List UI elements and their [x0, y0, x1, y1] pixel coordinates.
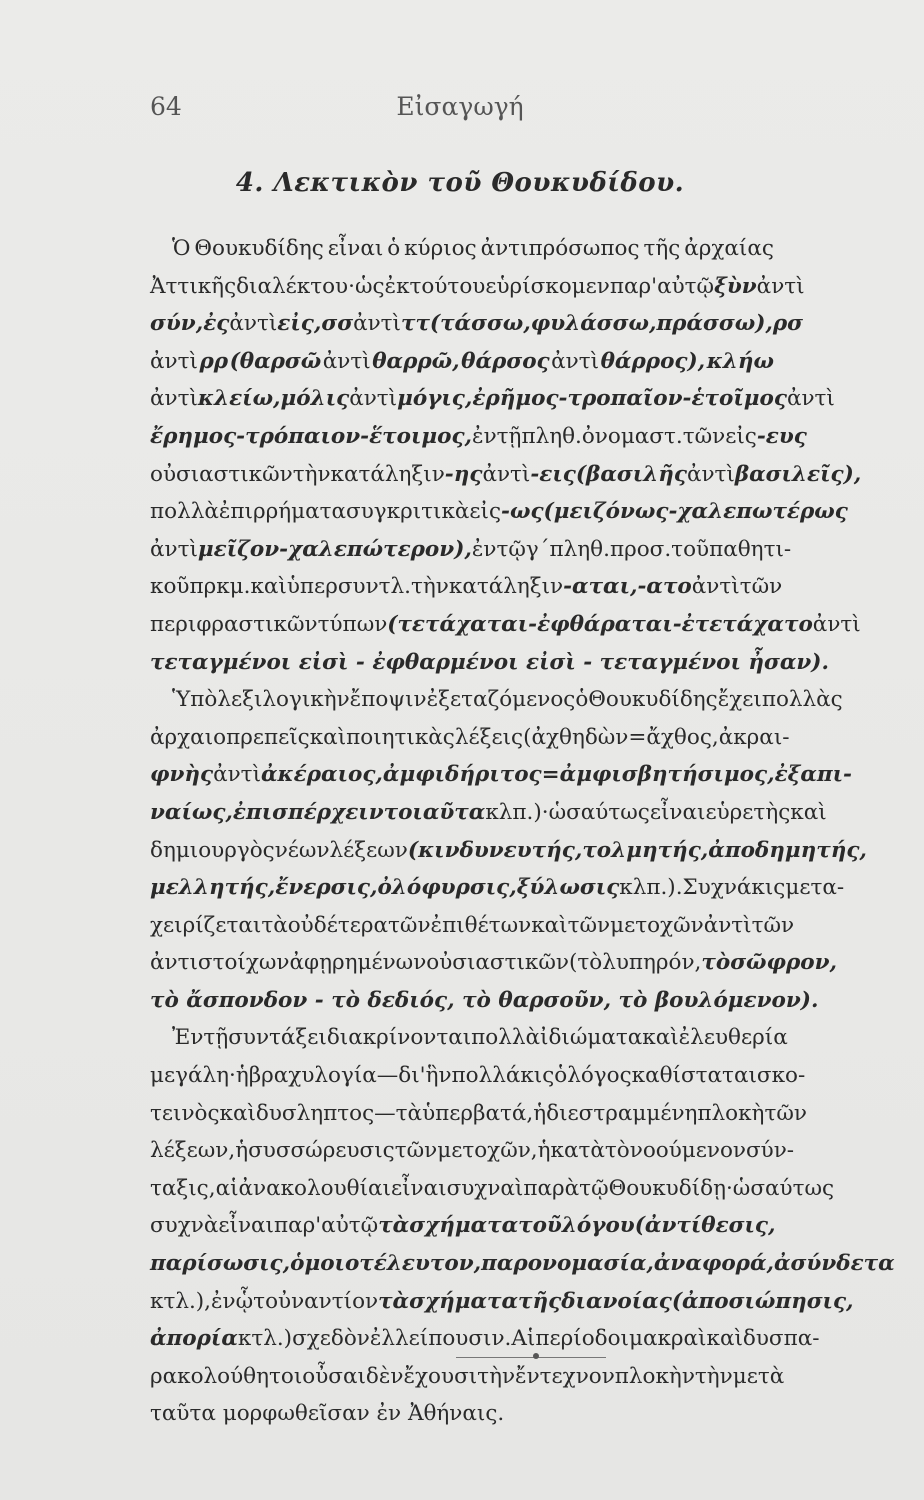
text-line: κοῦ πρκμ. καὶ ὑπερσυντλ. τὴν κατάληξιν - αται, - ατο ἀντὶ τῶν [150, 574, 783, 600]
text-line: ἔρημος - τρόπαιον - ἕτοιμος, ἐν τῇ πληθ. ὀνομαστ. τῶν εἰς - ευς [150, 423, 807, 449]
section-title: 4. Λεκτικὸν τοῦ Θουκυδίδου. [235, 168, 685, 198]
text-line: ἀντὶ μεῖζον - χαλεπώτερον), ἐν τῷ γ΄ πληθ. προσ. τοῦ παθητι- [150, 536, 792, 562]
text-line: Ὁ Θουκυδίδης εἶναι ὁ κύριος ἀντιπρόσωπος τῆς ἀρχαίας [172, 236, 774, 261]
text-line: ταῦτα μορφωθεῖσαν ἐν Ἀθήναις. [150, 1401, 505, 1427]
section-divider [456, 1357, 606, 1358]
text-line: ναίως, ἐπισπέρχειν τοιαῦτα κλπ.)· ὡσαύτως εἶναι εὑρετὴς καὶ [150, 799, 827, 825]
text-line: παρίσωσις, ὁμοιοτέλευτον, παρονομασία, ἀναφορά, ἀσύνδετα [150, 1251, 895, 1277]
text-line: φνὴς ἀντὶ ἀκέραιος, ἀμφιδήριτος=ἀμφισβητήσιμος, ἐξαπι- [150, 762, 852, 788]
text-line: ἀντὶ κλείω, μόλις ἀντὶ μόγις, ἐρῆμος - τροπαῖον - ἑτοῖμος ἀντὶ [150, 386, 835, 412]
text-line: τὸ ἄσπονδον - τὸ δεδιός, τὸ θαρσοῦν, τὸ βουλόμενον). [150, 987, 819, 1013]
text-line: πολλὰ ἐπιρρήματα συγκριτικὰ εἰς -ως (μειζόνως-χαλεπωτέρως [150, 499, 848, 525]
page-header [150, 92, 770, 132]
divider-ornament [533, 1353, 539, 1359]
text-line: λέξεων, ἡ συσσώρευσις τῶν μετοχῶν, ἡ κατὰ τὸ νοούμενον σύν- [150, 1138, 795, 1164]
text-line: Ὑπὸ λεξιλογικὴν ἔποψιν ἐξεταζόμενος ὁ Θουκυδίδης ἔχει πολλὰς [172, 687, 843, 713]
text-line: κτλ.), ἐν ᾧ τοὐναντίον τὰ σχήματα τῆς διανοίας (ἀποσιώπησις, [150, 1288, 854, 1314]
text-line: σύν, ἐς ἀντὶ εἰς, σσ ἀντὶ ττ (τάσσω, φυλάσσω, πράσσω), ρσ [150, 311, 804, 337]
text-line: ταξις, αἱ ἀνακολουθίαι εἶναι συχναὶ παρὰ τῷ Θουκυδίδῃ· ὡσαύτως [150, 1175, 835, 1201]
text-line: συχνὰ εἶναι παρ' αὐτῷ τὰ σχήματα τοῦ λόγου (ἀντίθεσις, [150, 1213, 776, 1239]
text-line: περιφραστικῶν τύπων (τετάχαται - ἐφθάραται - ἐτετάχατο ἀντὶ [150, 611, 861, 637]
text-line: μελλητής, ἔνερσις, ὀλόφυρσις, ξύλωσις κλπ.). Συχνάκις μετα- [150, 875, 845, 901]
text-line: δημιουργὸς νέων λέξεων (κινδυνευτής, τολμητής, ἀποδημητής, [150, 837, 867, 863]
text-line: ἀρχαιοπρεπεῖς καὶ ποιητικὰς λέξεις (ἀχθηδὼν=ἄχθος, ἀκραι- [150, 724, 790, 750]
text-line: μεγάλη· ἡ βραχυλογία—δι' ἣν πολλάκις ὁ λόγος καθίσταται σκο- [150, 1063, 806, 1089]
text-line: Ἀττικῆς διαλέκτου· ὡς ἐκ τούτου εὑρίσκομεν παρ' αὐτῷ ξὺν ἀντὶ [150, 273, 805, 299]
text-line: χειρίζεται τὰ οὐδέτερα τῶν ἐπιθέτων καὶ τῶν μετοχῶν ἀντὶ τῶν [150, 912, 795, 938]
page-number: 64 [150, 92, 182, 121]
body-text [150, 230, 895, 1433]
text-line: ἀντιστοίχων ἀφῃρημένων οὐσιαστικῶν (τὸ λυπηρόν, τὸ σῶφρον, [150, 950, 838, 976]
text-line: οὐσιαστικῶν τὴν κατάληξιν - ης ἀντὶ - εις (βασιλῆς ἀντὶ βασιλεῖς), [150, 461, 862, 487]
text-line: ἀπορία κτλ.) σχεδὸν ἐλλείπουσιν. Αἱ περίοδοι μακραὶ καὶ δυσπα- [150, 1326, 820, 1352]
text-line: Ἐν τῇ συντάξει διακρίνονται πολλὰ ἰδιώματα καὶ ἐλευθερία [172, 1025, 788, 1051]
text-line: ἀντὶ ρρ (θαρσῶ ἀντὶ θαρρῶ, θάρσος ἀντὶ θάρρος), κλήω [150, 348, 774, 374]
text-line: τεταγμένοι εἰσὶ - ἐφθαρμένοι εἰσὶ - τεταγμένοι ἦσαν). [150, 649, 829, 675]
text-line: τεινὸς καὶ δυσληπτος —τὰ ὑπερβατά, ἡ διεστραμμένη πλοκὴ τῶν [150, 1100, 807, 1126]
text-line: ρακολούθητοι οὖσαι δὲν ἔχουσι τὴν ἔντεχνον πλοκὴν τὴν μετὰ [150, 1363, 785, 1389]
running-title: Εἰσαγωγή [396, 92, 524, 121]
